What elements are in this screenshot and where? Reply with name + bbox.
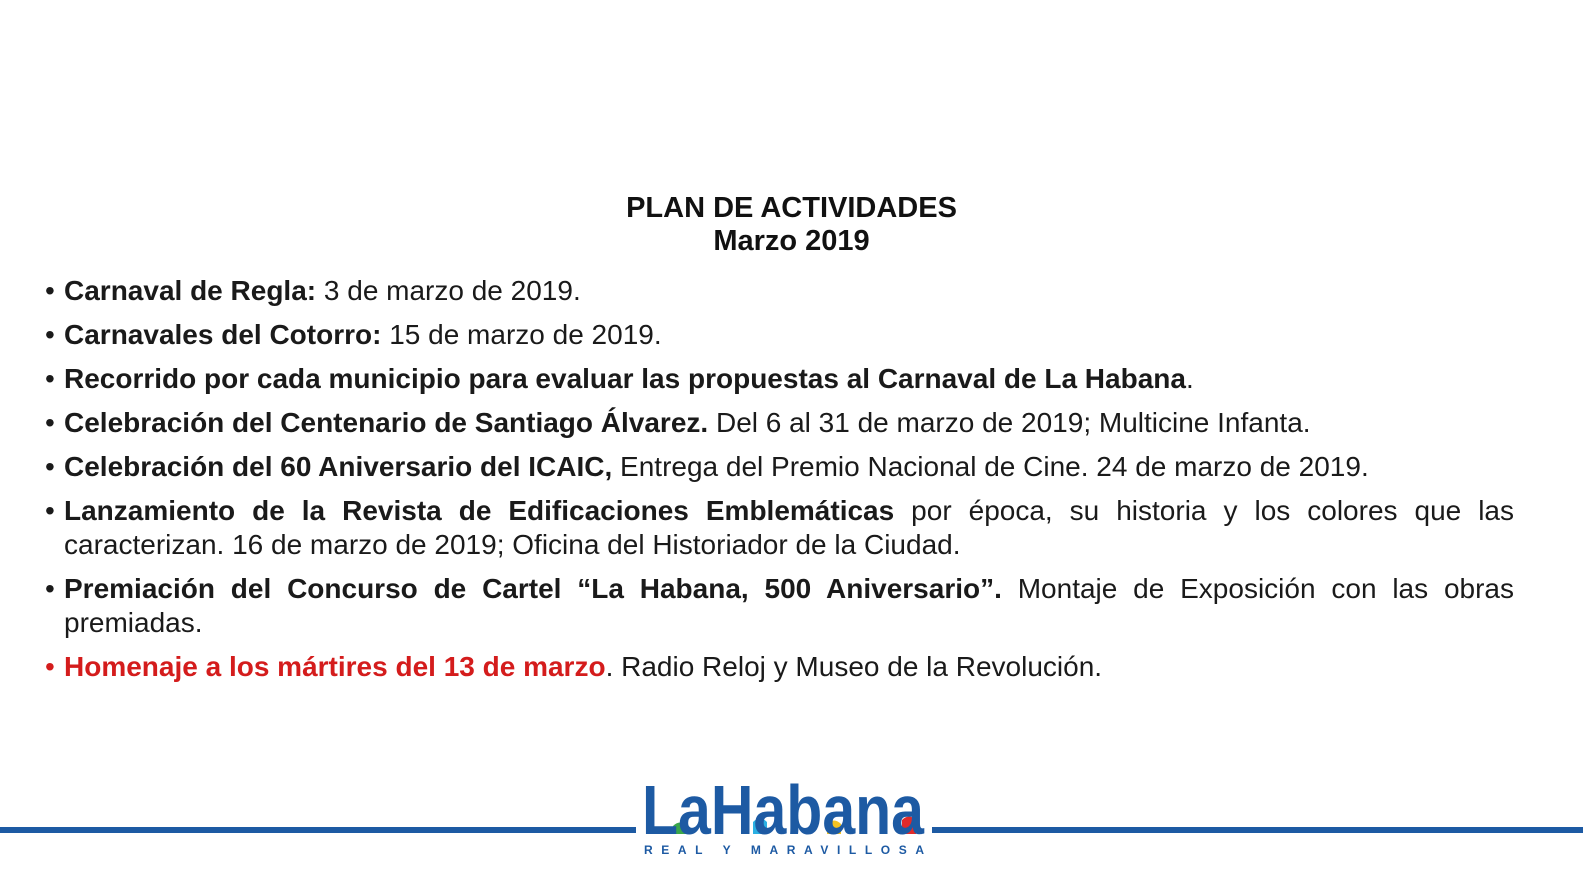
- activity-title: Celebración del Centenario de Santiago Álvarez.: [64, 407, 709, 438]
- la-habana-logo-graphic: [640, 770, 930, 858]
- activity-item: [45, 318, 1514, 352]
- bullet-icon: •: [45, 319, 55, 350]
- bullet-icon: •: [45, 651, 55, 682]
- activity-title: Premiación del Concurso de Cartel “La Habana, 500 Aniversario”.: [64, 573, 1002, 604]
- bullet-icon: •: [45, 573, 55, 604]
- slide-title: [0, 192, 1583, 258]
- activity-title: Lanzamiento de la Revista de Edificaciones Emblemáticas: [64, 495, 895, 526]
- footer-divider-left: [0, 827, 636, 833]
- bullet-icon: •: [45, 407, 55, 438]
- activity-item-highlighted: [45, 650, 1514, 684]
- logo-tagline: REAL Y MARAVILLOSA: [644, 843, 924, 857]
- footer-divider-right: [932, 827, 1583, 833]
- logo-wordmark: LaHabana: [642, 771, 925, 849]
- activity-detail: por época, su historia y los colores que las caracterizan. 16 de marzo de 2019; Oficina del Historiador de la Ciudad.: [64, 495, 1514, 560]
- activity-detail: 15 de marzo de 2019.: [381, 319, 662, 350]
- activity-title: Homenaje a los mártires del 13 de marzo: [64, 651, 606, 682]
- activity-item: [45, 406, 1514, 440]
- la-habana-logo: [640, 770, 930, 858]
- activity-title: Celebración del 60 Aniversario del ICAIC,: [64, 451, 613, 482]
- activity-item: [45, 274, 1514, 308]
- bullet-icon: •: [45, 495, 55, 526]
- bullet-icon: •: [45, 275, 55, 306]
- bullet-icon: •: [45, 451, 55, 482]
- activity-detail: . Radio Reloj y Museo de la Revolución.: [605, 651, 1103, 682]
- activity-title: Carnaval de Regla:: [64, 275, 317, 306]
- activity-title: Carnavales del Cotorro:: [64, 319, 382, 350]
- activity-detail: Montaje de Exposición con las obras premiadas.: [64, 573, 1515, 638]
- activity-item: [45, 572, 1514, 640]
- activity-item: [45, 362, 1514, 396]
- activity-detail: 3 de marzo de 2019.: [316, 275, 581, 306]
- activity-detail: Entrega del Premio Nacional de Cine. 24 de marzo de 2019.: [612, 451, 1369, 482]
- activity-item: [45, 450, 1514, 484]
- activity-list: [45, 274, 1514, 694]
- bullet-icon: •: [45, 363, 55, 394]
- activity-item: [45, 494, 1514, 562]
- activity-detail: Del 6 al 31 de marzo de 2019; Multicine Infanta.: [708, 407, 1311, 438]
- activity-detail: .: [1185, 363, 1194, 394]
- page-subtitle: Marzo 2019: [713, 225, 870, 257]
- activity-title: Recorrido por cada municipio para evaluar las propuestas al Carnaval de La Habana: [64, 363, 1186, 394]
- page-title: PLAN DE ACTIVIDADES: [626, 192, 957, 224]
